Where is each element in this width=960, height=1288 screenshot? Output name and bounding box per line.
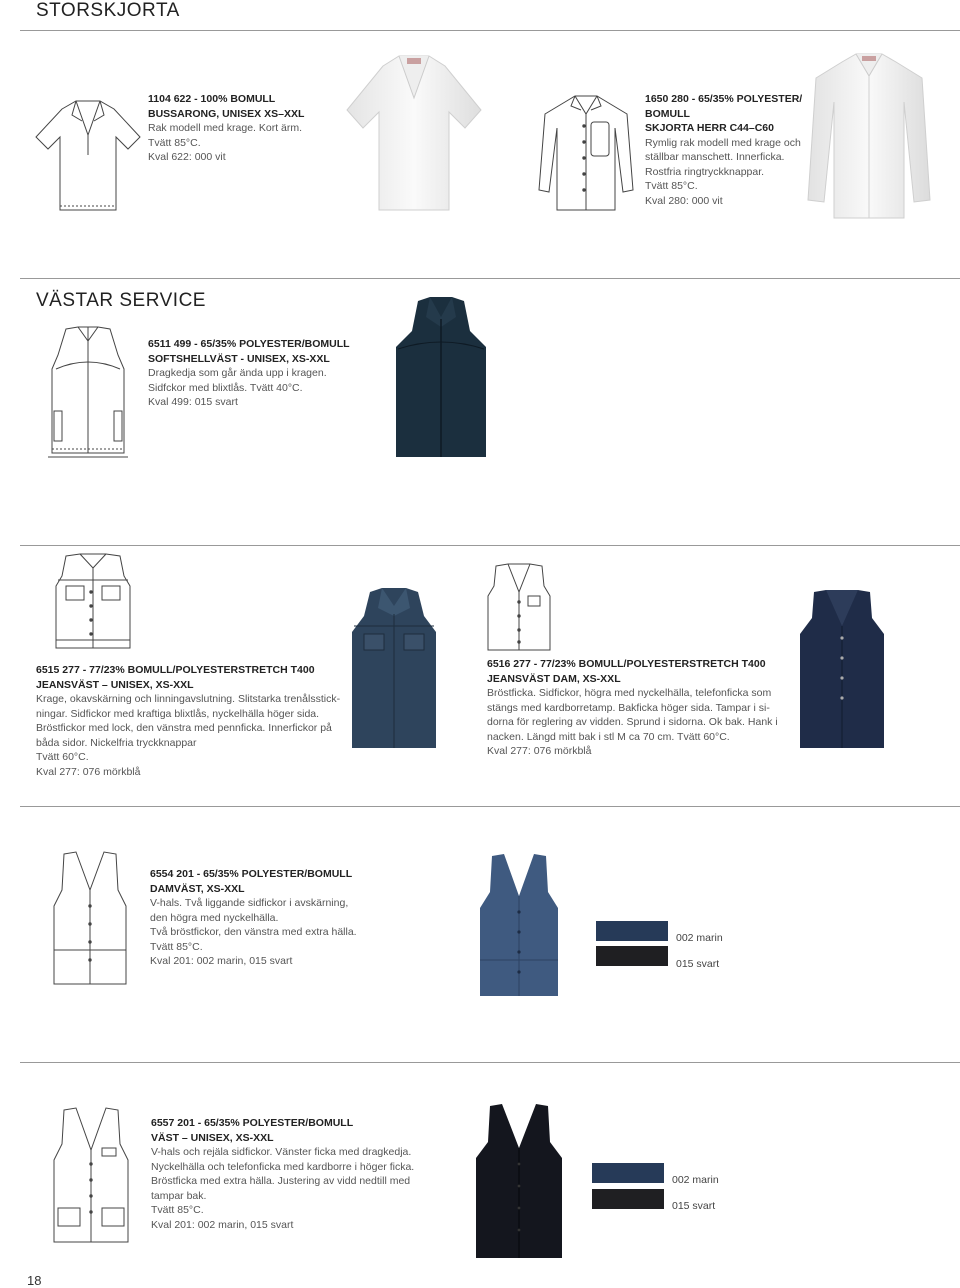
product-description: båda sidor. Nickelfria tryckknappar: [36, 736, 197, 749]
product-name: SKJORTA HERR C44–C60: [645, 122, 774, 134]
product-quality: Kval 201: 002 marin, 015 svart: [151, 1218, 294, 1231]
product-name: JEANSVÄST DAM, XS-XXL: [487, 672, 621, 685]
product-code: 6516 277 - 77/23% BOMULL/POLYESTERSTRETCH T400: [487, 658, 766, 670]
product-wash: Tvätt 85°C.: [150, 940, 203, 953]
product-description: den högra med nyckelhälla.: [150, 911, 279, 924]
product-quality: Kval 277: 076 mörkblå: [36, 765, 141, 778]
product-name: BUSSARONG, UNISEX XS–XXL: [148, 107, 305, 120]
product-description: Nyckelhälla och telefonficka med kardborre i höger ficka.: [151, 1160, 415, 1173]
product-description: Bröstfickor med lock, den vänstra med pennficka. Innerfickor på: [36, 722, 332, 734]
softshellvast-photo: [390, 295, 492, 460]
product-code: 6515 277 - 77/23% BOMULL/POLYESTERSTRETCH T400: [36, 664, 315, 676]
product-name: JEANSVÄST – UNISEX, XS-XXL: [36, 678, 194, 691]
color-swatch-svart: [592, 1189, 664, 1209]
product-6516-text: [487, 657, 787, 759]
skjorta-sketch: [535, 92, 637, 214]
color-swatch-label: 002 marin: [672, 1174, 719, 1186]
product-description: Bröstficka. Sidfickor, högra med nyckelhälla, telefonficka som: [487, 687, 772, 699]
product-description: Dragkedja som går ända upp i kragen.: [148, 367, 327, 379]
product-name: SOFTSHELLVÄST - UNISEX, XS-XXL: [148, 352, 330, 365]
product-description: Bröstficka med extra hälla. Justering av vidd nedtill med: [151, 1175, 411, 1187]
section-title-vastar-service: VÄSTAR SERVICE: [36, 290, 206, 311]
product-description: V-hals och rejäla sidfickor. Vänster ficka med dragkedja.: [151, 1146, 412, 1158]
color-swatch-marin: [592, 1163, 664, 1183]
skjorta-photo: [804, 50, 934, 222]
damvast-sketch: [50, 850, 130, 988]
jeansvast-sketch: [52, 552, 134, 656]
product-description: Två bröstfickor, den vänstra med extra hälla.: [150, 926, 357, 938]
product-6515-text: [36, 663, 356, 779]
product-quality: Kval 499: 015 svart: [148, 396, 238, 408]
product-description: stängs med kardborretamp. Bakficka höger sida. Tampar i si-: [487, 701, 770, 714]
product-6554-text: [150, 867, 390, 969]
product-code: 1650 280 - 65/35% POLYESTER/: [645, 93, 803, 105]
product-code: 6511 499 - 65/35% POLYESTER/BOMULL: [148, 338, 350, 350]
product-code: 1104 622 - 100% BOMULL: [148, 93, 276, 105]
product-description: Rymlig rak modell med krage och: [645, 136, 801, 149]
product-code-cont: BOMULL: [645, 107, 690, 120]
product-description: ställbar manschett. Innerficka.: [645, 151, 785, 163]
product-wash: Tvätt 85°C.: [645, 180, 698, 192]
section-divider: [20, 30, 960, 31]
color-swatch-svart: [596, 946, 668, 966]
softshellvast-sketch: [44, 325, 132, 465]
product-description: Krage, okavskärning och linningavslutning. Slitstarka trenålsstick-: [36, 693, 341, 705]
product-name: DAMVÄST, XS-XXL: [150, 882, 245, 895]
bussarong-sketch: [32, 95, 144, 215]
product-quality: Kval 280: 000 vit: [645, 194, 723, 207]
jeansvast-photo: [350, 586, 438, 751]
jeansvast-dam-sketch: [486, 562, 552, 654]
product-1650-text: [645, 92, 815, 208]
product-6511-text: [148, 337, 388, 410]
product-quality: Kval 277: 076 mörkblå: [487, 745, 592, 757]
product-description: Sidfckor med blixtlås. Tvätt 40°C.: [148, 381, 303, 394]
color-swatch-marin: [596, 921, 668, 941]
product-description: dorna för reglering av vidden. Sprund i sidorna. Ok bak. Hank i: [487, 716, 778, 728]
bussarong-photo: [343, 50, 485, 215]
product-name: VÄST – UNISEX, XS-XXL: [151, 1131, 274, 1144]
product-wash: Tvätt 85°C.: [151, 1204, 204, 1216]
damvast-photo: [478, 852, 560, 1000]
product-description: V-hals. Två liggande sidfickor i avskärning,: [150, 897, 349, 909]
product-description: Rak modell med krage. Kort ärm.: [148, 122, 303, 134]
product-description: nacken. Längd mitt bak i stl M ca 70 cm. Tvätt 60°C.: [487, 730, 730, 743]
vast-unisex-photo: [474, 1102, 564, 1262]
color-swatch-label: 015 svart: [672, 1200, 716, 1212]
product-code: 6557 201 - 65/35% POLYESTER/BOMULL: [151, 1117, 354, 1129]
product-description: Rostfria ringtryckknappar.: [645, 165, 765, 178]
color-swatch-label: 015 svart: [676, 958, 720, 970]
product-description: tampar bak.: [151, 1189, 207, 1202]
jeansvast-dam-photo: [796, 588, 888, 751]
page-number: 18: [27, 1273, 42, 1288]
section-divider: [20, 278, 960, 279]
section-title-storskjorta: STORSKJORTA: [36, 0, 180, 21]
section-divider: [20, 806, 960, 807]
product-6557-text: [151, 1116, 431, 1232]
vast-unisex-sketch: [50, 1106, 132, 1246]
product-1104-text: [148, 92, 338, 165]
product-wash: Tvätt 60°C.: [36, 751, 89, 763]
product-description: ningar. Sidfickor med kraftiga blixtlås, nyckelhälla höger sida.: [36, 707, 320, 720]
section-divider: [20, 1062, 960, 1063]
section-divider: [20, 545, 960, 546]
color-swatch-label: 002 marin: [676, 932, 723, 944]
product-code: 6554 201 - 65/35% POLYESTER/BOMULL: [150, 868, 353, 880]
product-wash: Tvätt 85°C.: [148, 136, 201, 149]
product-quality: Kval 201: 002 marin, 015 svart: [150, 955, 293, 967]
product-quality: Kval 622: 000 vit: [148, 151, 226, 163]
